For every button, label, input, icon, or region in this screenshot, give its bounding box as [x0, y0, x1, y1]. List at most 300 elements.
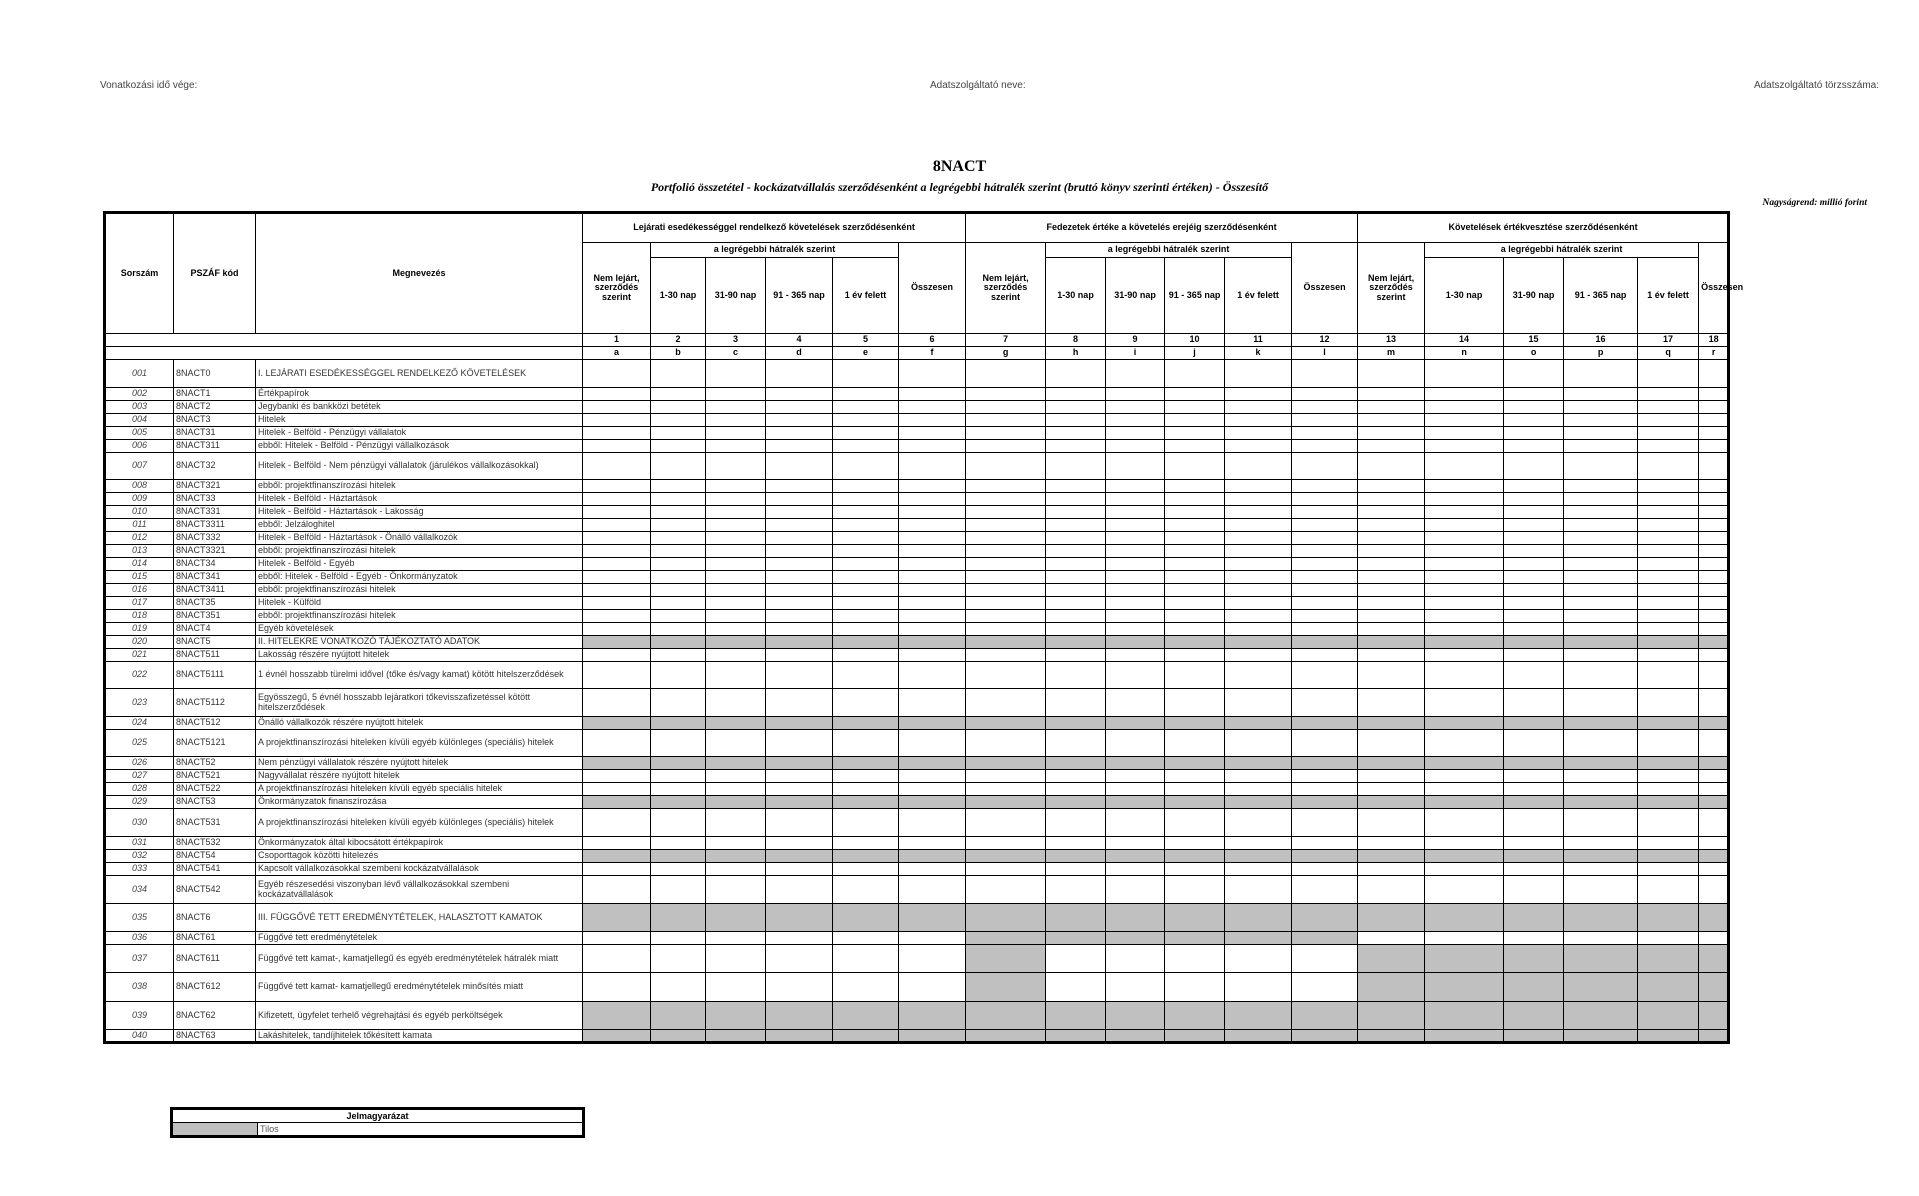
data-cell[interactable] [706, 689, 766, 717]
data-cell[interactable] [1106, 662, 1165, 689]
data-cell[interactable] [1699, 783, 1729, 796]
data-cell[interactable] [1564, 783, 1638, 796]
data-cell[interactable] [1046, 863, 1106, 876]
data-cell[interactable] [651, 863, 706, 876]
data-cell[interactable] [1225, 1030, 1292, 1043]
data-cell[interactable] [1638, 945, 1699, 973]
data-cell[interactable] [1225, 973, 1292, 1002]
data-cell[interactable] [899, 414, 966, 427]
data-cell[interactable] [583, 532, 651, 545]
data-cell[interactable] [706, 427, 766, 440]
data-cell[interactable] [1425, 973, 1504, 1002]
data-cell[interactable] [1165, 519, 1225, 532]
data-cell[interactable] [706, 1002, 766, 1030]
data-cell[interactable] [766, 689, 833, 717]
data-cell[interactable] [1564, 809, 1638, 837]
data-cell[interactable] [651, 388, 706, 401]
data-cell[interactable] [651, 519, 706, 532]
data-cell[interactable] [1425, 636, 1504, 649]
data-cell[interactable] [1638, 717, 1699, 730]
data-cell[interactable] [1699, 519, 1729, 532]
data-cell[interactable] [966, 545, 1046, 558]
data-cell[interactable] [1425, 689, 1504, 717]
data-cell[interactable] [583, 597, 651, 610]
data-cell[interactable] [1046, 649, 1106, 662]
data-cell[interactable] [1106, 649, 1165, 662]
data-cell[interactable] [1165, 973, 1225, 1002]
data-cell[interactable] [1425, 597, 1504, 610]
data-cell[interactable] [966, 597, 1046, 610]
data-cell[interactable] [1046, 558, 1106, 571]
data-cell[interactable] [899, 662, 966, 689]
data-cell[interactable] [1106, 493, 1165, 506]
data-cell[interactable] [1106, 480, 1165, 493]
data-cell[interactable] [1165, 506, 1225, 519]
data-cell[interactable] [1358, 453, 1425, 480]
data-cell[interactable] [1504, 770, 1564, 783]
data-cell[interactable] [1699, 863, 1729, 876]
data-cell[interactable] [1564, 532, 1638, 545]
data-cell[interactable] [583, 558, 651, 571]
data-cell[interactable] [1358, 662, 1425, 689]
data-cell[interactable] [583, 973, 651, 1002]
data-cell[interactable] [1165, 904, 1225, 932]
data-cell[interactable] [1225, 689, 1292, 717]
data-cell[interactable] [1699, 945, 1729, 973]
data-cell[interactable] [1504, 623, 1564, 636]
data-cell[interactable] [1504, 809, 1564, 837]
data-cell[interactable] [1638, 388, 1699, 401]
data-cell[interactable] [1358, 770, 1425, 783]
data-cell[interactable] [899, 837, 966, 850]
data-cell[interactable] [1638, 809, 1699, 837]
data-cell[interactable] [1638, 506, 1699, 519]
data-cell[interactable] [1638, 837, 1699, 850]
data-cell[interactable] [1165, 717, 1225, 730]
data-cell[interactable] [1225, 440, 1292, 453]
data-cell[interactable] [1425, 809, 1504, 837]
data-cell[interactable] [899, 717, 966, 730]
data-cell[interactable] [1358, 904, 1425, 932]
data-cell[interactable] [1504, 388, 1564, 401]
data-cell[interactable] [833, 388, 899, 401]
data-cell[interactable] [1564, 453, 1638, 480]
data-cell[interactable] [1165, 414, 1225, 427]
data-cell[interactable] [966, 532, 1046, 545]
data-cell[interactable] [966, 783, 1046, 796]
data-cell[interactable] [833, 360, 899, 388]
data-cell[interactable] [833, 770, 899, 783]
data-cell[interactable] [966, 717, 1046, 730]
data-cell[interactable] [1699, 662, 1729, 689]
data-cell[interactable] [899, 388, 966, 401]
data-cell[interactable] [966, 837, 1046, 850]
data-cell[interactable] [1292, 717, 1358, 730]
data-cell[interactable] [1292, 850, 1358, 863]
data-cell[interactable] [1425, 558, 1504, 571]
data-cell[interactable] [1225, 532, 1292, 545]
data-cell[interactable] [1165, 1030, 1225, 1043]
data-cell[interactable] [1106, 1002, 1165, 1030]
data-cell[interactable] [1358, 558, 1425, 571]
data-cell[interactable] [833, 610, 899, 623]
data-cell[interactable] [1046, 689, 1106, 717]
data-cell[interactable] [1699, 850, 1729, 863]
data-cell[interactable] [1046, 414, 1106, 427]
data-cell[interactable] [1165, 850, 1225, 863]
data-cell[interactable] [1106, 730, 1165, 757]
data-cell[interactable] [1425, 493, 1504, 506]
data-cell[interactable] [1358, 610, 1425, 623]
data-cell[interactable] [1292, 493, 1358, 506]
data-cell[interactable] [1225, 388, 1292, 401]
data-cell[interactable] [766, 493, 833, 506]
data-cell[interactable] [1504, 597, 1564, 610]
data-cell[interactable] [766, 973, 833, 1002]
data-cell[interactable] [651, 636, 706, 649]
data-cell[interactable] [1564, 519, 1638, 532]
data-cell[interactable] [1358, 717, 1425, 730]
data-cell[interactable] [1564, 863, 1638, 876]
data-cell[interactable] [706, 558, 766, 571]
data-cell[interactable] [583, 809, 651, 837]
data-cell[interactable] [1425, 401, 1504, 414]
data-cell[interactable] [1504, 689, 1564, 717]
data-cell[interactable] [651, 571, 706, 584]
data-cell[interactable] [1564, 636, 1638, 649]
data-cell[interactable] [1358, 1002, 1425, 1030]
data-cell[interactable] [651, 837, 706, 850]
data-cell[interactable] [966, 770, 1046, 783]
data-cell[interactable] [1292, 1002, 1358, 1030]
data-cell[interactable] [1504, 532, 1564, 545]
data-cell[interactable] [583, 519, 651, 532]
data-cell[interactable] [1106, 414, 1165, 427]
data-cell[interactable] [583, 662, 651, 689]
data-cell[interactable] [706, 493, 766, 506]
data-cell[interactable] [1106, 932, 1165, 945]
data-cell[interactable] [1638, 545, 1699, 558]
data-cell[interactable] [1638, 584, 1699, 597]
data-cell[interactable] [899, 1002, 966, 1030]
data-cell[interactable] [1106, 597, 1165, 610]
data-cell[interactable] [651, 453, 706, 480]
data-cell[interactable] [1699, 636, 1729, 649]
data-cell[interactable] [651, 360, 706, 388]
data-cell[interactable] [1165, 584, 1225, 597]
data-cell[interactable] [1425, 584, 1504, 597]
data-cell[interactable] [706, 532, 766, 545]
data-cell[interactable] [651, 876, 706, 904]
data-cell[interactable] [833, 440, 899, 453]
data-cell[interactable] [1358, 863, 1425, 876]
data-cell[interactable] [1564, 480, 1638, 493]
data-cell[interactable] [706, 796, 766, 809]
data-cell[interactable] [766, 904, 833, 932]
data-cell[interactable] [1358, 427, 1425, 440]
data-cell[interactable] [1046, 876, 1106, 904]
data-cell[interactable] [899, 610, 966, 623]
data-cell[interactable] [1225, 757, 1292, 770]
data-cell[interactable] [1106, 506, 1165, 519]
data-cell[interactable] [766, 597, 833, 610]
data-cell[interactable] [1292, 796, 1358, 809]
data-cell[interactable] [1358, 945, 1425, 973]
data-cell[interactable] [766, 1030, 833, 1043]
data-cell[interactable] [1106, 717, 1165, 730]
data-cell[interactable] [833, 532, 899, 545]
data-cell[interactable] [1358, 519, 1425, 532]
data-cell[interactable] [583, 876, 651, 904]
data-cell[interactable] [1425, 519, 1504, 532]
data-cell[interactable] [966, 558, 1046, 571]
data-cell[interactable] [583, 636, 651, 649]
data-cell[interactable] [1638, 876, 1699, 904]
data-cell[interactable] [766, 945, 833, 973]
data-cell[interactable] [583, 440, 651, 453]
data-cell[interactable] [651, 783, 706, 796]
data-cell[interactable] [651, 689, 706, 717]
data-cell[interactable] [1292, 610, 1358, 623]
data-cell[interactable] [1165, 796, 1225, 809]
data-cell[interactable] [651, 493, 706, 506]
data-cell[interactable] [1358, 480, 1425, 493]
data-cell[interactable] [1425, 649, 1504, 662]
data-cell[interactable] [1564, 584, 1638, 597]
data-cell[interactable] [1564, 973, 1638, 1002]
data-cell[interactable] [966, 636, 1046, 649]
data-cell[interactable] [1106, 610, 1165, 623]
data-cell[interactable] [833, 783, 899, 796]
data-cell[interactable] [1564, 360, 1638, 388]
data-cell[interactable] [1225, 770, 1292, 783]
data-cell[interactable] [1504, 662, 1564, 689]
data-cell[interactable] [1425, 532, 1504, 545]
data-cell[interactable] [1504, 558, 1564, 571]
data-cell[interactable] [1225, 809, 1292, 837]
data-cell[interactable] [583, 783, 651, 796]
data-cell[interactable] [766, 360, 833, 388]
data-cell[interactable] [1699, 796, 1729, 809]
data-cell[interactable] [833, 414, 899, 427]
data-cell[interactable] [766, 506, 833, 519]
data-cell[interactable] [1292, 506, 1358, 519]
data-cell[interactable] [651, 623, 706, 636]
data-cell[interactable] [899, 770, 966, 783]
data-cell[interactable] [833, 876, 899, 904]
data-cell[interactable] [1564, 401, 1638, 414]
data-cell[interactable] [1699, 649, 1729, 662]
data-cell[interactable] [1425, 1002, 1504, 1030]
data-cell[interactable] [1564, 388, 1638, 401]
data-cell[interactable] [1564, 850, 1638, 863]
data-cell[interactable] [1699, 757, 1729, 770]
data-cell[interactable] [1425, 545, 1504, 558]
data-cell[interactable] [1358, 571, 1425, 584]
data-cell[interactable] [1504, 1002, 1564, 1030]
data-cell[interactable] [1638, 770, 1699, 783]
data-cell[interactable] [651, 506, 706, 519]
data-cell[interactable] [833, 584, 899, 597]
data-cell[interactable] [1699, 440, 1729, 453]
data-cell[interactable] [706, 662, 766, 689]
data-cell[interactable] [1292, 904, 1358, 932]
data-cell[interactable] [1504, 850, 1564, 863]
data-cell[interactable] [899, 876, 966, 904]
data-cell[interactable] [966, 1002, 1046, 1030]
data-cell[interactable] [966, 932, 1046, 945]
data-cell[interactable] [1046, 453, 1106, 480]
data-cell[interactable] [1046, 770, 1106, 783]
data-cell[interactable] [1564, 757, 1638, 770]
data-cell[interactable] [1564, 414, 1638, 427]
data-cell[interactable] [766, 837, 833, 850]
data-cell[interactable] [1564, 545, 1638, 558]
data-cell[interactable] [1425, 571, 1504, 584]
data-cell[interactable] [1165, 757, 1225, 770]
data-cell[interactable] [1106, 796, 1165, 809]
data-cell[interactable] [833, 623, 899, 636]
data-cell[interactable] [899, 850, 966, 863]
data-cell[interactable] [833, 850, 899, 863]
data-cell[interactable] [1504, 717, 1564, 730]
data-cell[interactable] [583, 1030, 651, 1043]
data-cell[interactable] [651, 932, 706, 945]
data-cell[interactable] [899, 480, 966, 493]
data-cell[interactable] [1292, 414, 1358, 427]
data-cell[interactable] [833, 401, 899, 414]
data-cell[interactable] [1564, 837, 1638, 850]
data-cell[interactable] [1292, 480, 1358, 493]
data-cell[interactable] [1504, 506, 1564, 519]
data-cell[interactable] [651, 440, 706, 453]
data-cell[interactable] [766, 414, 833, 427]
data-cell[interactable] [706, 757, 766, 770]
data-cell[interactable] [1165, 809, 1225, 837]
data-cell[interactable] [1165, 401, 1225, 414]
data-cell[interactable] [1292, 837, 1358, 850]
data-cell[interactable] [833, 636, 899, 649]
data-cell[interactable] [1504, 945, 1564, 973]
data-cell[interactable] [1292, 623, 1358, 636]
data-cell[interactable] [1638, 932, 1699, 945]
data-cell[interactable] [1699, 1030, 1729, 1043]
data-cell[interactable] [651, 584, 706, 597]
data-cell[interactable] [583, 545, 651, 558]
data-cell[interactable] [1699, 453, 1729, 480]
data-cell[interactable] [1358, 388, 1425, 401]
data-cell[interactable] [1046, 545, 1106, 558]
data-cell[interactable] [706, 904, 766, 932]
data-cell[interactable] [1165, 662, 1225, 689]
data-cell[interactable] [1699, 584, 1729, 597]
data-cell[interactable] [1425, 440, 1504, 453]
data-cell[interactable] [899, 689, 966, 717]
data-cell[interactable] [1165, 649, 1225, 662]
data-cell[interactable] [1504, 401, 1564, 414]
data-cell[interactable] [1358, 545, 1425, 558]
data-cell[interactable] [833, 689, 899, 717]
data-cell[interactable] [833, 1030, 899, 1043]
data-cell[interactable] [1358, 414, 1425, 427]
data-cell[interactable] [1165, 689, 1225, 717]
data-cell[interactable] [1699, 730, 1729, 757]
data-cell[interactable] [651, 662, 706, 689]
data-cell[interactable] [1046, 850, 1106, 863]
data-cell[interactable] [583, 1002, 651, 1030]
data-cell[interactable] [1504, 360, 1564, 388]
data-cell[interactable] [1046, 717, 1106, 730]
data-cell[interactable] [1425, 783, 1504, 796]
data-cell[interactable] [899, 649, 966, 662]
data-cell[interactable] [1425, 506, 1504, 519]
data-cell[interactable] [966, 480, 1046, 493]
data-cell[interactable] [833, 545, 899, 558]
data-cell[interactable] [766, 932, 833, 945]
data-cell[interactable] [1358, 597, 1425, 610]
data-cell[interactable] [1564, 427, 1638, 440]
data-cell[interactable] [1106, 532, 1165, 545]
data-cell[interactable] [1225, 649, 1292, 662]
data-cell[interactable] [1425, 770, 1504, 783]
data-cell[interactable] [1564, 649, 1638, 662]
data-cell[interactable] [766, 532, 833, 545]
data-cell[interactable] [1504, 863, 1564, 876]
data-cell[interactable] [766, 876, 833, 904]
data-cell[interactable] [1504, 757, 1564, 770]
data-cell[interactable] [1358, 809, 1425, 837]
data-cell[interactable] [1165, 545, 1225, 558]
data-cell[interactable] [706, 730, 766, 757]
data-cell[interactable] [1504, 584, 1564, 597]
data-cell[interactable] [1046, 440, 1106, 453]
data-cell[interactable] [651, 597, 706, 610]
data-cell[interactable] [1106, 545, 1165, 558]
data-cell[interactable] [1292, 783, 1358, 796]
data-cell[interactable] [1106, 809, 1165, 837]
data-cell[interactable] [1292, 649, 1358, 662]
data-cell[interactable] [766, 427, 833, 440]
data-cell[interactable] [766, 783, 833, 796]
data-cell[interactable] [1165, 932, 1225, 945]
data-cell[interactable] [1358, 730, 1425, 757]
data-cell[interactable] [583, 945, 651, 973]
data-cell[interactable] [706, 453, 766, 480]
data-cell[interactable] [899, 636, 966, 649]
data-cell[interactable] [833, 506, 899, 519]
data-cell[interactable] [1564, 597, 1638, 610]
data-cell[interactable] [766, 809, 833, 837]
data-cell[interactable] [1638, 532, 1699, 545]
data-cell[interactable] [1504, 571, 1564, 584]
data-cell[interactable] [583, 571, 651, 584]
data-cell[interactable] [899, 757, 966, 770]
data-cell[interactable] [966, 519, 1046, 532]
data-cell[interactable] [1225, 945, 1292, 973]
data-cell[interactable] [966, 360, 1046, 388]
data-cell[interactable] [766, 610, 833, 623]
data-cell[interactable] [1699, 571, 1729, 584]
data-cell[interactable] [706, 636, 766, 649]
data-cell[interactable] [1699, 493, 1729, 506]
data-cell[interactable] [766, 480, 833, 493]
data-cell[interactable] [1292, 809, 1358, 837]
data-cell[interactable] [1425, 610, 1504, 623]
data-cell[interactable] [583, 770, 651, 783]
data-cell[interactable] [1046, 506, 1106, 519]
data-cell[interactable] [1638, 610, 1699, 623]
data-cell[interactable] [1358, 493, 1425, 506]
